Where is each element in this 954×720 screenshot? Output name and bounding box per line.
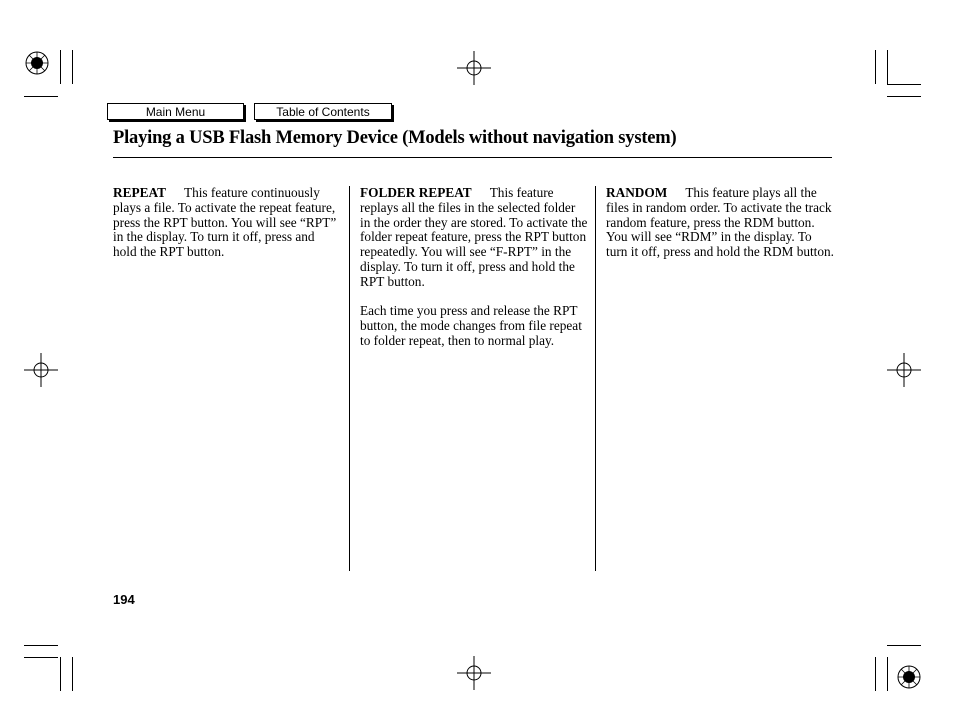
- term-repeat: REPEAT: [113, 185, 166, 200]
- registration-crosshair-icon: [457, 656, 491, 690]
- crop-mark: [72, 657, 73, 691]
- crop-mark: [24, 645, 58, 646]
- crop-mark: [887, 645, 921, 646]
- repeat-text: This feature continuously plays a file. To activate the repeat feature, press the RPT button. You will see “RPT” in the display. To turn it off, press and hold the RPT button.: [113, 185, 337, 260]
- column-folder-repeat: [360, 186, 588, 364]
- folder-repeat-paragraph-2: Each time you press and release the RPT button, the mode changes from file repeat to folder repeat, then to normal play.: [360, 303, 582, 348]
- registration-crosshair-icon: [24, 353, 58, 387]
- page-title: Playing a USB Flash Memory Device (Models without navigation system): [113, 128, 677, 148]
- registration-crosshair-icon: [457, 51, 491, 85]
- crop-mark: [875, 50, 876, 84]
- column-random: [606, 186, 834, 275]
- random-paragraph: [606, 186, 834, 260]
- crop-mark: [24, 657, 58, 658]
- crop-mark: [887, 657, 888, 691]
- main-menu-button[interactable]: Main Menu: [107, 103, 244, 120]
- crop-mark: [60, 50, 61, 84]
- registration-sun-icon: [24, 50, 50, 76]
- crop-mark: [72, 50, 73, 84]
- column-divider: [595, 186, 596, 571]
- page-number: 194: [113, 592, 135, 607]
- column-repeat: [113, 186, 341, 275]
- folder-repeat-paragraph: [360, 186, 588, 290]
- crop-mark: [887, 50, 888, 84]
- crop-mark: [24, 96, 58, 97]
- repeat-paragraph: [113, 186, 341, 260]
- crop-mark: [875, 657, 876, 691]
- term-folder-repeat: FOLDER REPEAT: [360, 185, 472, 200]
- term-random: RANDOM: [606, 185, 668, 200]
- registration-sun-icon: [896, 664, 922, 690]
- crop-mark: [60, 657, 61, 691]
- column-divider: [349, 186, 350, 571]
- folder-repeat-text: This feature replays all the files in the selected folder in the order they are stored. To activate the folder repeat feature, press the RPT button repeatedly. You will see “F-RPT” in the display. To turn it off, press and hold the RPT button.: [360, 185, 588, 289]
- random-text: This feature plays all the files in random order. To activate the track random feature, press the RDM button. You will see “RDM” in the display. To turn it off, press and hold the RDM button.: [606, 185, 835, 260]
- crop-mark: [887, 96, 921, 97]
- table-of-contents-button[interactable]: Table of Contents: [254, 103, 392, 120]
- title-rule: [113, 157, 832, 158]
- crop-mark: [887, 84, 921, 85]
- registration-crosshair-icon: [887, 353, 921, 387]
